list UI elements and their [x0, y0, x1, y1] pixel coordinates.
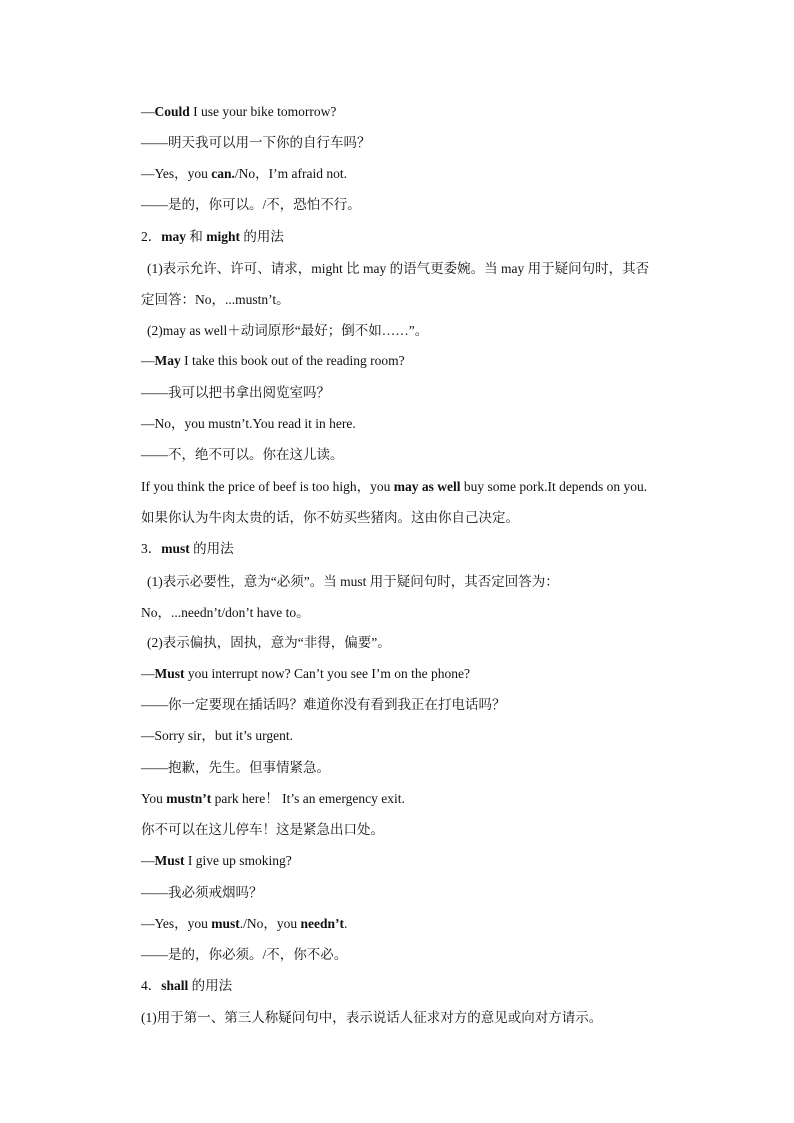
section-heading: 4．shall 的用法 — [141, 978, 233, 993]
example-english: —No，you mustn’t.You read it in here. — [141, 416, 356, 431]
rule-paragraph: (2)表示偏执，固执，意为“非得，偏要”。 — [147, 635, 391, 650]
example-english: You mustn’t park here！ It’s an emergency exit. — [141, 791, 405, 806]
example-english: —Yes，you must./No，you needn’t. — [141, 916, 348, 931]
rule-paragraph: (2)may as well＋动词原形“最好；倒不如……”。 — [147, 323, 429, 338]
rule-paragraph: (1)表示必要性，意为“必须”。当 must 用于疑问句时，其否定回答为：No，...needn’t/don’t have to。 — [141, 574, 559, 620]
example-english: —Yes，you can./No，I’m afraid not. — [141, 166, 347, 181]
example-chinese: ——抱歉，先生。但事情紧急。 — [141, 760, 330, 775]
example-english: If you think the price of beef is too high，you may as well buy some pork.It depends on you. — [141, 479, 648, 494]
example-chinese: ——我必须戒烟吗？ — [141, 885, 263, 900]
section-heading: 2．may 和 might 的用法 — [141, 229, 284, 244]
section-heading: 3．must 的用法 — [141, 541, 234, 556]
example-english: —Could I use your bike tomorrow? — [141, 104, 337, 119]
example-chinese: ——你一定要现在插话吗？难道你没有看到我正在打电话吗？ — [141, 697, 506, 712]
rule-paragraph: (1)用于第一、第三人称疑问句中，表示说话人征求对方的意见或向对方请示。 — [141, 1010, 603, 1025]
example-chinese: ——不，绝不可以。你在这儿读。 — [141, 447, 344, 462]
example-chinese: 你不可以在这儿停车！这是紧急出口处。 — [141, 822, 384, 837]
example-chinese: 如果你认为牛肉太贵的话，你不妨买些猪肉。这由你自己决定。 — [141, 510, 519, 525]
example-chinese: ——是的，你可以。/不，恐怕不行。 — [141, 197, 361, 212]
example-english: —Must I give up smoking? — [141, 853, 292, 868]
example-english: —Sorry sir，but it’s urgent. — [141, 728, 294, 743]
rule-paragraph: (1)表示允许、许可、请求，might 比 may 的语气更委婉。当 may 用于疑问句时，其否定回答：No，...mustn’t。 — [141, 261, 650, 307]
example-chinese: ——是的，你必须。/不，你不必。 — [141, 947, 348, 962]
example-english: —May I take this book out of the reading room? — [141, 353, 405, 368]
example-english: —Must you interrupt now? Can’t you see I’m on the phone? — [141, 666, 470, 681]
example-chinese: ——明天我可以用一下你的自行车吗？ — [141, 135, 371, 150]
example-chinese: ——我可以把书拿出阅览室吗？ — [141, 385, 330, 400]
